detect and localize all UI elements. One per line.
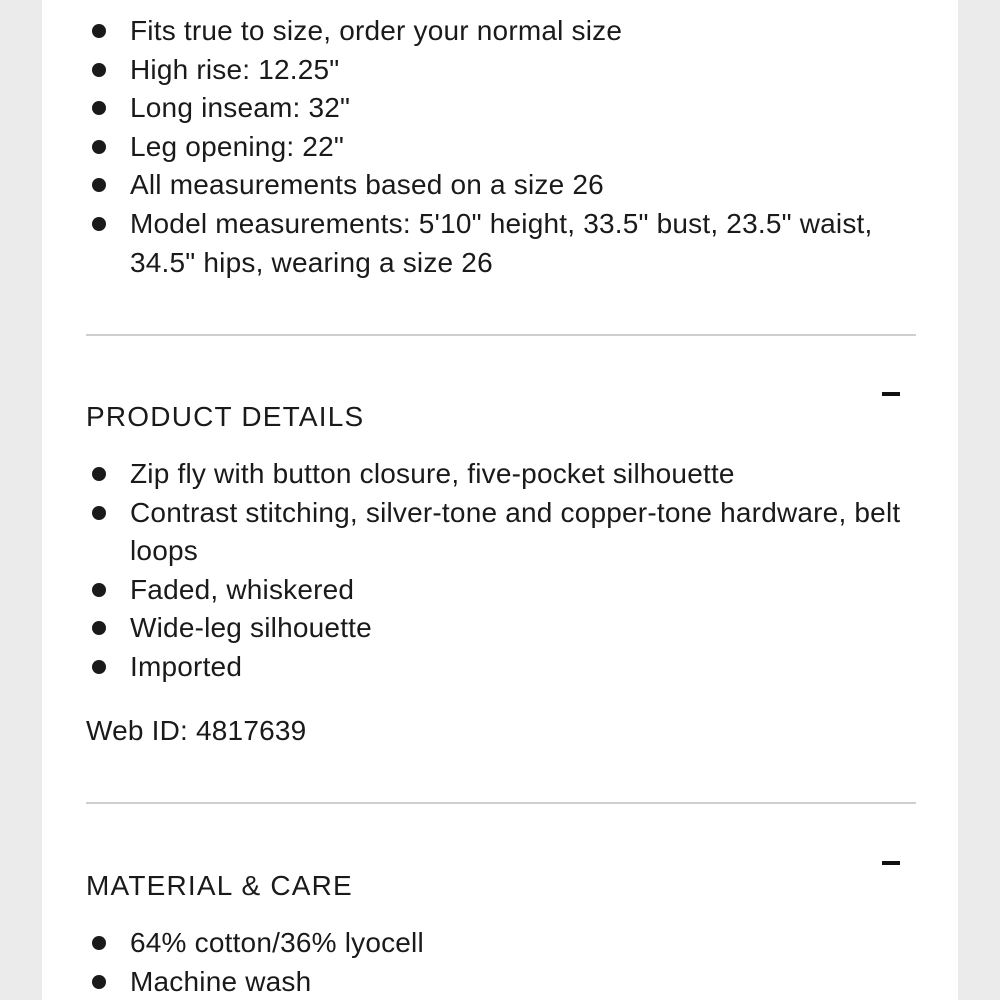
- list-item: Imported: [88, 648, 918, 687]
- list-item: All measurements based on a size 26: [88, 166, 918, 205]
- list-item: Wide-leg silhouette: [88, 609, 918, 648]
- section-title: PRODUCT DETAILS: [86, 401, 365, 433]
- list-item: 64% cotton/36% lyocell: [88, 924, 918, 963]
- list-item: Zip fly with button closure, five-pocket silhouette: [88, 455, 918, 494]
- web-id: Web ID: 4817639: [86, 715, 307, 746]
- section-divider: [86, 334, 916, 336]
- list-item: Machine wash: [88, 963, 918, 1000]
- minus-icon[interactable]: [882, 392, 900, 396]
- product-details-header[interactable]: [86, 374, 916, 433]
- minus-icon[interactable]: [882, 861, 900, 865]
- list-item: Faded, whiskered: [88, 571, 918, 610]
- material-care-list: [88, 924, 918, 1000]
- list-item: High rise: 12.25": [88, 51, 918, 90]
- list-item: Leg opening: 22": [88, 128, 918, 167]
- section-divider: [86, 802, 916, 804]
- list-item: Model measurements: 5'10" height, 33.5" bust, 23.5" waist, 34.5" hips, wearing a size 26: [88, 205, 918, 282]
- fit-details-list: [88, 12, 918, 282]
- product-details-list: [88, 455, 918, 687]
- section-title: MATERIAL & CARE: [86, 870, 353, 902]
- list-item: Long inseam: 32": [88, 89, 918, 128]
- list-item: Contrast stitching, silver-tone and copper-tone hardware, belt loops: [88, 494, 918, 571]
- material-care-header[interactable]: [86, 843, 916, 902]
- list-item: Fits true to size, order your normal size: [88, 12, 918, 51]
